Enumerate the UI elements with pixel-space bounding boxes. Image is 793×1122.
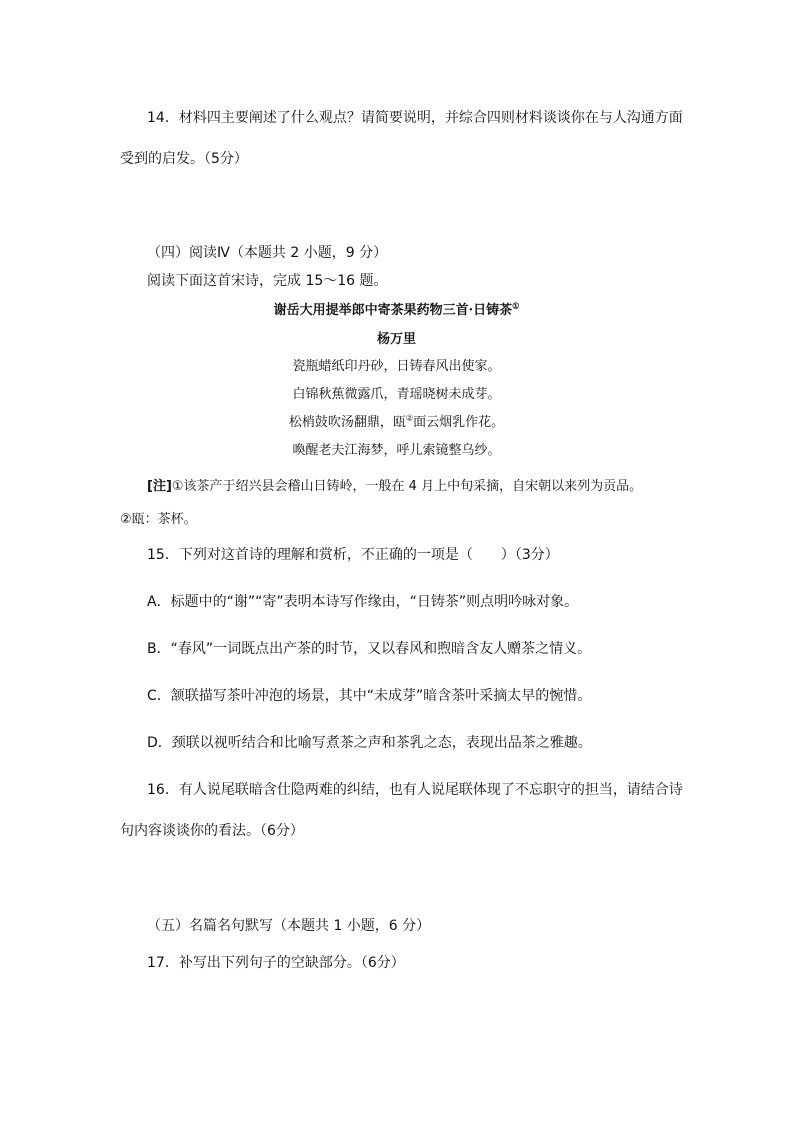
question-15-stem: 15．下列对这首诗的理解和赏析，不正确的一项是（ ）（3分） <box>147 547 559 563</box>
note-line-2: ②瓯：茶杯。 <box>120 512 197 527</box>
question-15-option-a: A．标题中的“谢”“寄”表明本诗写作缘由，“日铸茶”则点明吟咏对象。 <box>147 594 579 610</box>
note-line-1 <box>147 477 642 497</box>
note-line-1-text: ①该茶产于绍兴县会稽山日铸岭，一般在 4 月上中旬采摘，自宋朝以来列为贡品。 <box>171 479 643 494</box>
poem-title <box>0 301 793 321</box>
question-16-line-2: 句内容谈谈你的看法。（6分） <box>120 823 304 839</box>
poem-title-text: 谢岳大用提举郎中寄茶果药物三首·日铸茶 <box>273 303 513 318</box>
section-4-heading: （四）阅读Ⅳ（本题共 2 小题，9 分） <box>147 245 388 261</box>
section-4-intro: 阅读下面这首宋诗，完成 15～16 题。 <box>147 273 388 289</box>
question-17-stem: 17．补写出下列句子的空缺部分。（6分） <box>147 955 405 971</box>
poem-author: 杨万里 <box>376 332 416 347</box>
question-15-option-b: B．“春风”一词既点出产茶的时节，又以春风和煦暗含友人赠茶之情义。 <box>147 641 592 657</box>
poem-line-3-footnote: ② <box>405 413 414 423</box>
poem-line-2: 白锦秋蕉微露爪，青瑶晓树未成芽。 <box>292 387 501 402</box>
poem-line-3 <box>0 413 793 433</box>
poem-line-3-head: 松梢鼓吹汤翻鼎，瓯 <box>288 415 406 430</box>
question-14-line-2: 受到的启发。（5分） <box>120 151 248 167</box>
question-15-option-c: C．颔联描写茶叶冲泡的场景，其中“未成芽”暗含茶叶采摘太早的惋惜。 <box>147 688 592 704</box>
poem-line-3-tail: 面云烟乳作花。 <box>413 415 505 430</box>
poem-line-1: 瓷瓶蜡纸印丹砂，日铸春风出使家。 <box>292 359 501 374</box>
poem-title-footnote: ① <box>512 300 520 311</box>
question-16-line-1: 16．有人说尾联暗含仕隐两难的纠结，也有人说尾联体现了不忘职守的担当，请结合诗 <box>147 782 683 798</box>
question-15-option-d: D．颈联以视听结合和比喻写煮茶之声和茶乳之态，表现出品茶之雅趣。 <box>147 735 592 751</box>
section-5-heading: （五）名篇名句默写（本题共 1 小题，6 分） <box>147 918 431 934</box>
question-14-line-1: 14．材料四主要阐述了什么观点？请简要说明，并综合四则材料谈谈你在与人沟通方面 <box>147 110 683 126</box>
poem-line-4: 喚醒老夫江海梦，呼儿索镜整乌纱。 <box>292 443 501 458</box>
note-mark: [注] <box>147 479 172 494</box>
